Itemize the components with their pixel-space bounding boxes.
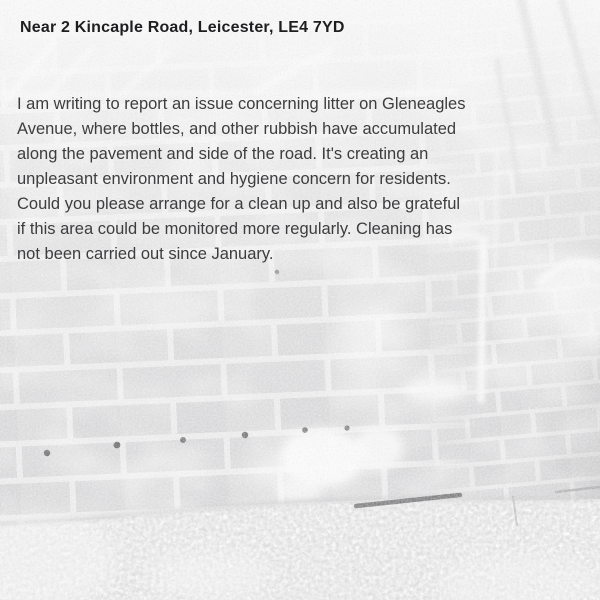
report-description-line: unpleasant environment and hygiene concern for residents. xyxy=(17,170,451,188)
report-location-title: Near 2 Kincaple Road, Leicester, LE4 7YD xyxy=(20,19,345,36)
report-description-line: along the pavement and side of the road. It's creating an xyxy=(17,145,429,163)
report-description-line: if this area could be monitored more regularly. Cleaning has xyxy=(17,220,453,238)
report-description xyxy=(17,92,465,267)
report-description-line: I am writing to report an issue concerning litter on Gleneagles xyxy=(17,95,466,113)
report-description-line: not been carried out since January. xyxy=(17,245,274,263)
report-description-line: Could you please arrange for a clean up and also be grateful xyxy=(17,195,461,213)
report-description-line: Avenue, where bottles, and other rubbish have accumulated xyxy=(17,120,457,138)
